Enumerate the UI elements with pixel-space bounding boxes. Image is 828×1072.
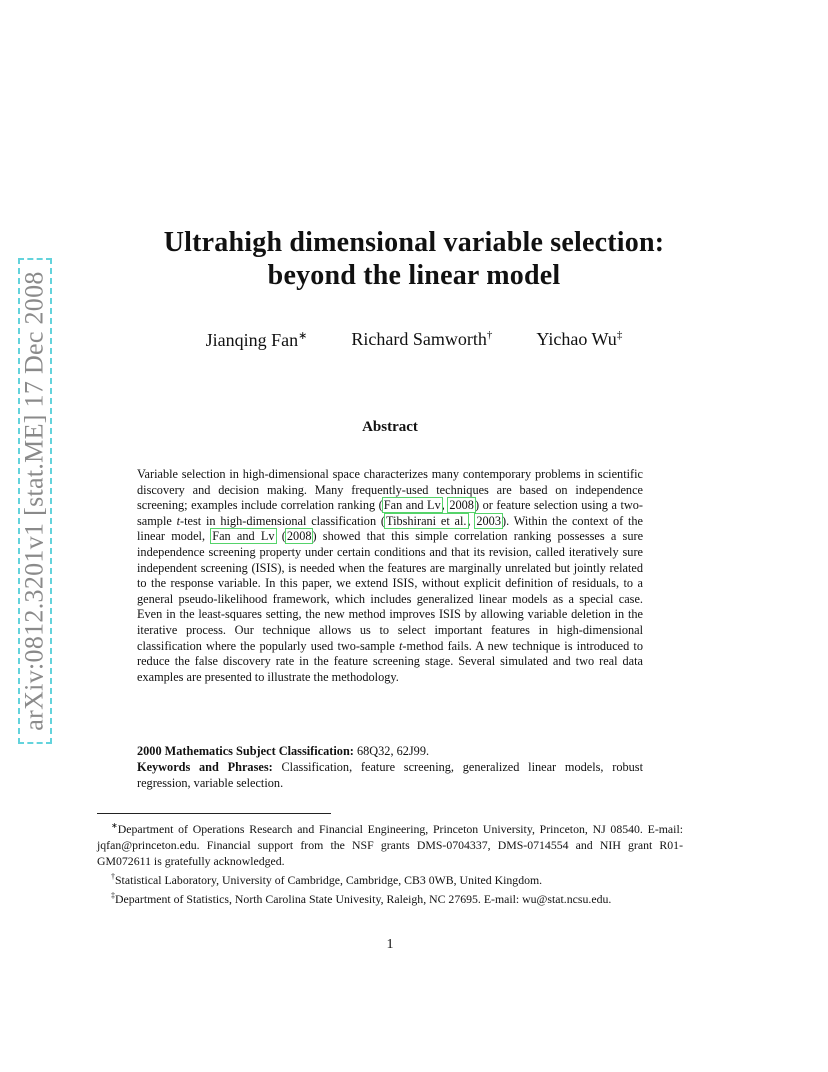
subject-classification — [137, 743, 643, 759]
title-line-1: Ultrahigh dimensional variable selection: — [163, 227, 665, 258]
footnote: ∗Department of Operations Research and Financial Engineering, Princeton University, Princeton, NJ 08540. E-mail: jqfan@princeton.edu. Financial support from the NSF grants DMS-0704337, DMS-0714554 and NIH grant R01-GM072611 is gratefully acknowledged. — [97, 821, 683, 868]
keywords — [137, 759, 643, 791]
abstract-heading: Abstract — [362, 419, 418, 435]
citation-link[interactable]: Fan and Lv — [383, 498, 441, 513]
author-list — [0, 329, 828, 351]
author: Yichao Wu‡ — [536, 329, 623, 349]
footnote: †Statistical Laboratory, University of Cambridge, Cambridge, CB3 0WB, United Kingdom. — [111, 871, 543, 887]
footnote-divider — [97, 813, 331, 814]
paper-title — [0, 226, 828, 292]
author: Richard Samworth† — [351, 329, 493, 349]
msc-label: 2000 Mathematics Subject Classification: — [137, 744, 354, 758]
abstract-text: Variable selection in high-dimensional space characterizes many contemporary problems in scientific discovery and decision making. Many frequently-used techniques are based on independence screening; examples include correlation ranking (Fan and Lv, 2008) or feature selection using a two-sample t-test in high-dimensional classification (Tibshirani et al., 2003). Within the context of the linear model, Fan and Lv (2008) showed that this simple correlation ranking possesses a sure independence screening property under certain conditions and that its revision, called iteratively sure independent screening (ISIS), is needed when the features are marginally unrelated but jointly related to the response variable. In this paper, we extend ISIS, without explicit definition of residuals, to a general pseudo-likelihood framework, which includes generalized linear models as a special case. Even in the least-squares setting, the new method improves ISIS by allowing variable deletion in the iterative process. Our technique allows us to select important features in high-dimensional classification where the popularly used two-sample t-method fails. A new technique is introduced to reduce the false discovery rate in the feature screening stage. Several simulated and two real data examples are presented to illustrate the methodology. — [137, 467, 644, 684]
keywords-label: Keywords and Phrases: — [137, 760, 273, 774]
author-footnote-mark[interactable]: ∗ — [298, 330, 308, 342]
author: Jianqing Fan∗ — [205, 330, 308, 350]
footnote: ‡Department of Statistics, North Carolina State Univesity, Raleigh, NC 27695. E-mail: wu@stat.ncsu.edu. — [111, 890, 612, 906]
citation-link[interactable]: 2008 — [286, 529, 312, 544]
arxiv-identifier[interactable]: arXiv:0812.3201v1 [stat.ME] 17 Dec 2008 — [20, 271, 49, 731]
page-number: 1 — [386, 937, 394, 952]
citation-link[interactable]: 2003 — [476, 513, 501, 528]
keywords-value: Classification, feature screening, generalized linear models, robust regression, variable selection. — [137, 760, 643, 790]
author-footnote-mark[interactable]: ‡ — [616, 329, 623, 341]
title-line-2: beyond the linear model — [267, 260, 561, 291]
citation-link[interactable]: Fan and Lv — [212, 529, 275, 544]
msc-value: 68Q32, 62J99. — [353, 744, 430, 758]
author-footnote-mark[interactable]: † — [486, 329, 493, 341]
citation-link[interactable]: 2008 — [449, 498, 474, 513]
footnotes — [97, 818, 683, 907]
citation-link[interactable]: Tibshirani et al. — [385, 513, 467, 528]
